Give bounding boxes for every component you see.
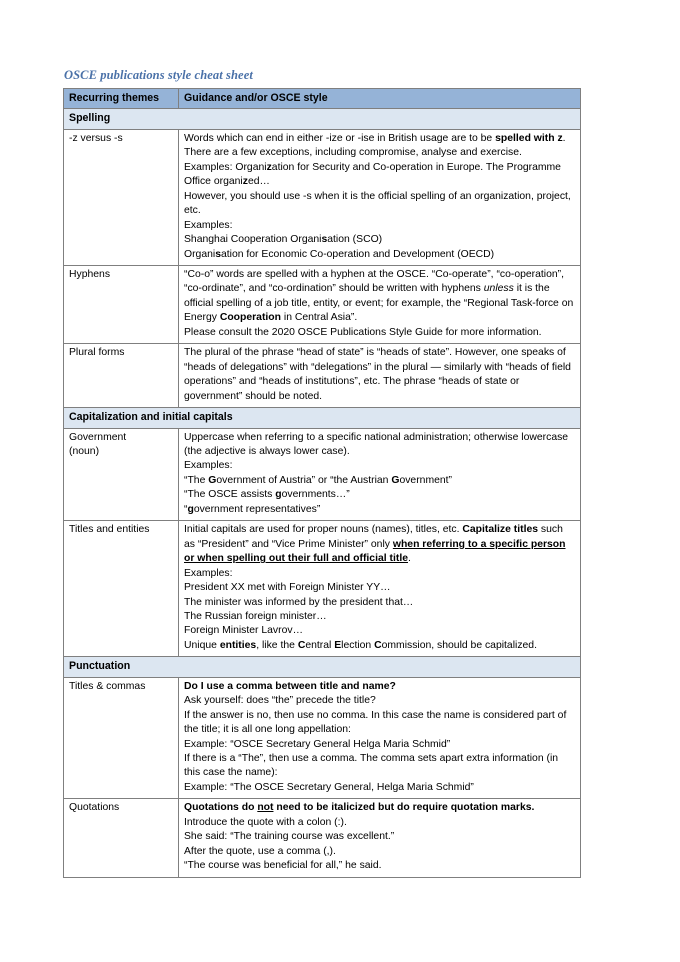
text-span: “Co-o” words are spelled with a hyphen at the OSCE. “Co-operate”, “co-operation”, “co-ordinate”, and “co-ordination” should be written with hyphens — [184, 268, 565, 295]
text-line-indented: Examples: — [184, 460, 233, 472]
section-label-spelling: Spelling — [64, 109, 581, 129]
text-span: ommission, should be capitalized. — [381, 639, 537, 651]
text-span: Initial capitals are used for proper nouns (names), titles, etc. — [184, 524, 463, 536]
text-span: “The OSCE assists — [184, 489, 276, 501]
text-span: , like the — [256, 639, 298, 651]
text-line: The plural of the phrase “head of state” is “heads of state”. However, one speaks of “heads of delegations” with “delegations” in the plural — similarly with “heads of field operations” and “heads of institutions”, etc. The phrase “heads of state or government” should be noted. — [184, 347, 571, 402]
text-line-indented: Example: “The OSCE Secretary General, Helga Maria Schmid” — [184, 781, 474, 793]
text-line-indented — [184, 488, 576, 502]
text-line-indented: “The course was beneficial for all,” he said. — [184, 860, 382, 872]
text-line-indented: Example: “OSCE Secretary General Helga Maria Schmid” — [184, 738, 451, 750]
text-span-bold-underline: when referring to a specific person or when spelling out their full and official title — [184, 538, 566, 565]
text-line-indented — [184, 248, 576, 262]
text-span: entral — [305, 639, 335, 651]
table-row — [64, 521, 581, 657]
text-line-indented: Foreign Minister Lavrov… — [184, 625, 303, 637]
row-label-hyphens: Hyphens — [64, 265, 179, 343]
table-header-row — [64, 89, 581, 109]
text-line-indented — [184, 161, 576, 190]
table-row — [64, 344, 581, 408]
table-row — [64, 677, 581, 799]
text-span: . — [407, 553, 411, 565]
text-span: in Central Asia”. — [281, 312, 358, 324]
text-span-bold: E — [334, 639, 342, 651]
section-row-punctuation — [64, 657, 581, 677]
row-label-titles-commas: Titles & commas — [64, 677, 179, 799]
text-span-bold: G — [391, 474, 400, 486]
text-span: lection — [341, 639, 375, 651]
text-span-bold: g — [187, 503, 194, 515]
text-span-bold-underline: not — [257, 802, 274, 814]
text-span: Organi — [184, 248, 216, 260]
text-line-indented: Examples: — [184, 567, 233, 579]
text-span: Examples: Organi — [184, 161, 267, 173]
text-span-bold: entities — [219, 639, 257, 651]
text-span-bold: s — [215, 248, 221, 260]
text-span-bold: s — [321, 234, 328, 246]
text-line: However, you should use -s when it is the official spelling of an organization, project, etc. — [184, 190, 571, 217]
text-span-bold: spelled with z — [495, 132, 563, 144]
row-content-plural-forms — [179, 344, 581, 408]
section-row-capitalization — [64, 408, 581, 428]
column-header-recurring-themes: Recurring themes — [64, 89, 179, 109]
text-span-bold: G — [208, 474, 217, 486]
text-line: Introduce the quote with a colon (:). — [184, 816, 347, 828]
text-span: Shanghai Cooperation Organi — [184, 234, 322, 246]
text-span-bold: z — [266, 161, 272, 173]
text-span: such as “President” and “Vice Prime Minister” only — [184, 524, 563, 550]
row-label-titles-entities: Titles and entities — [64, 521, 179, 657]
page-title: OSCE publications style cheat sheet — [64, 68, 253, 82]
style-cheat-sheet-table — [63, 88, 581, 878]
text-line: (noun) — [69, 445, 100, 457]
text-line-indented: President XX met with Foreign Minister YY… — [184, 582, 391, 594]
text-span: Words which can end in either -ize or -ise in British usage are to be — [184, 132, 496, 144]
text-span-bold: z — [242, 176, 248, 188]
text-line — [184, 268, 576, 326]
text-line-indented: She said: “The training course was excellent.” — [184, 831, 395, 843]
row-content-hyphens — [179, 265, 581, 343]
table-row — [64, 428, 581, 521]
section-label-capitalization: Capitalization and initial capitals — [64, 408, 581, 428]
row-content-z-versus-s — [179, 129, 581, 265]
table-row — [64, 129, 581, 265]
text-span: overnment of Austria” or “the Austrian — [216, 474, 392, 486]
text-span: “ — [184, 503, 188, 515]
row-label-government-noun — [64, 428, 179, 521]
text-line: Ask yourself: does “the” precede the title? — [184, 695, 376, 707]
text-line-indented: The minister was informed by the president that… — [184, 596, 414, 608]
text-line: After the quote, use a comma (,). — [184, 845, 336, 857]
text-span: “The — [184, 474, 209, 486]
text-span: ation for Economic Co-operation and Development (OECD) — [220, 248, 495, 260]
row-content-titles-commas — [179, 677, 581, 799]
text-line-indented — [184, 474, 576, 488]
text-span: overnments…” — [281, 489, 350, 501]
section-label-punctuation: Punctuation — [64, 657, 581, 677]
text-line-indented: Examples: — [184, 219, 233, 231]
row-content-government-noun — [179, 428, 581, 521]
text-span-bold: C — [374, 639, 382, 651]
section-row-spelling — [64, 109, 581, 129]
text-span: overnment representatives” — [193, 503, 321, 515]
text-line: If the answer is no, then use no comma. In this case the name is considered part of the title; it is all one long appellation: — [184, 709, 567, 736]
text-span-bold: g — [275, 489, 282, 501]
text-span-bold: Quotations do — [184, 802, 258, 814]
text-span: Unique — [184, 639, 220, 651]
text-line — [184, 523, 576, 566]
text-span: ation for Security and Co-operation in Europe. The Programme Office organi — [184, 161, 561, 188]
text-line-indented — [184, 233, 576, 247]
text-line — [184, 801, 576, 815]
text-span-bold: Capitalize titles — [462, 524, 539, 536]
text-span: it is the official spelling of a job title, entity, or event; for example, the “Regional Task-force on Energy — [184, 283, 574, 324]
column-header-guidance: Guidance and/or OSCE style — [179, 89, 581, 109]
text-span-bold: Cooperation — [219, 312, 281, 324]
text-line: Please consult the 2020 OSCE Publications Style Guide for more information. — [184, 326, 542, 338]
table-row — [64, 265, 581, 343]
text-line — [184, 639, 576, 653]
row-label-quotations: Quotations — [64, 799, 179, 877]
document-page — [63, 68, 580, 878]
text-span: overnment” — [399, 474, 453, 486]
row-label-z-versus-s: -z versus -s — [64, 129, 179, 265]
text-span-bold: C — [297, 639, 306, 651]
text-line — [184, 132, 576, 161]
table-row — [64, 799, 581, 877]
row-label-plural-forms: Plural forms — [64, 344, 179, 408]
text-span-bold: need to be italicized but do require quotation marks. — [273, 802, 535, 814]
row-content-quotations — [179, 799, 581, 877]
text-line: Uppercase when referring to a specific national administration; otherwise lowercase (the adjective is always lower case). — [184, 431, 569, 457]
text-line-bold: Do I use a comma between title and name? — [184, 680, 396, 692]
text-line: If there is a “The”, then use a comma. The comma sets apart extra information (in this case the name): — [184, 753, 559, 779]
text-line-indented — [184, 503, 576, 517]
text-span-italic: unless — [483, 283, 514, 295]
text-line: Government — [69, 431, 127, 443]
text-span: ation (SCO) — [327, 234, 383, 246]
text-span: ed… — [247, 176, 270, 188]
text-span: . There are a few exceptions, including compromise, analyse and exercise. — [184, 132, 566, 159]
text-line-indented: The Russian foreign minister… — [184, 610, 327, 622]
row-content-titles-entities — [179, 521, 581, 657]
